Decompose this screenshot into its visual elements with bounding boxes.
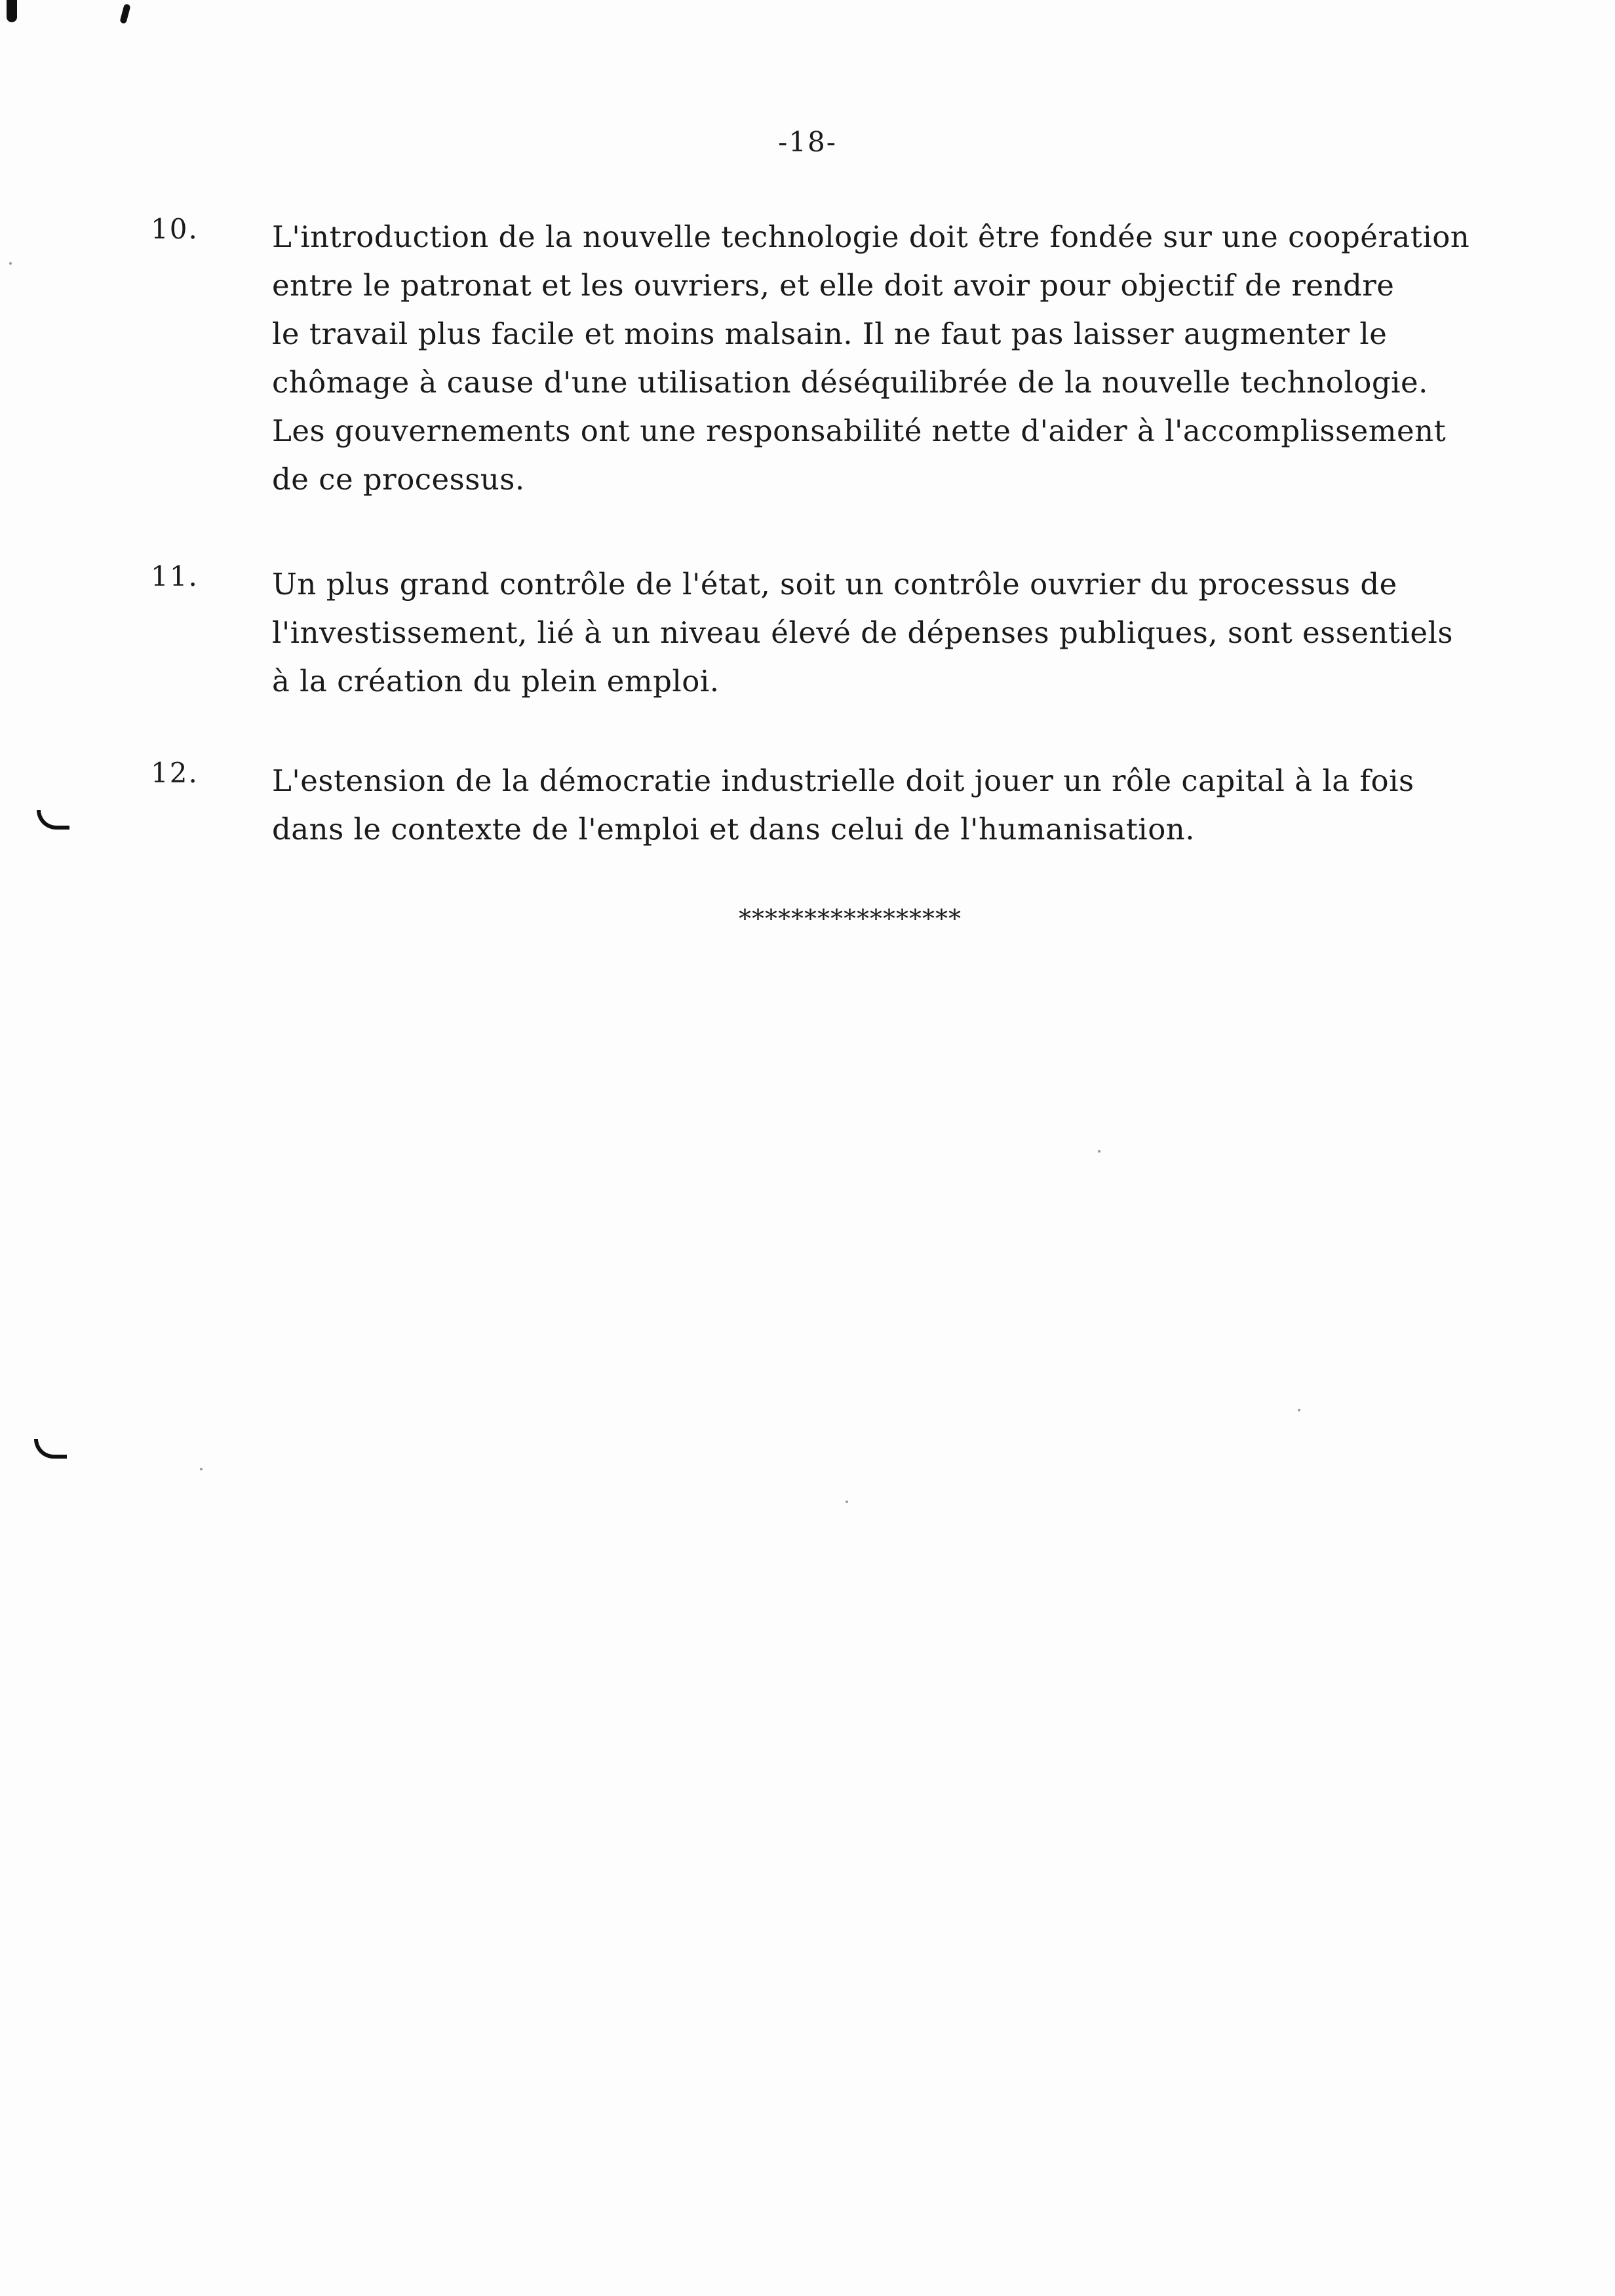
scan-speck	[200, 1468, 203, 1470]
page-number: -18-	[778, 126, 837, 158]
scan-mark	[34, 1439, 67, 1459]
item-text: L'introduction de la nouvelle technologie doit être fondée sur une coopération entre le patronat et les ouvriers, et elle doit avoir pour objectif de rendre le travail plus facile et moins malsain. Il ne faut pas laisser augmenter le chômage à cause d'une utilisation déséquilibrée de la nouvelle technologie. Les gouvernements ont une responsabilité nette d'aider à l'accomplissement de ce processus.	[272, 220, 1470, 497]
section-separator: *****************	[739, 904, 962, 933]
scan-speck	[1098, 1150, 1100, 1153]
item-number: 12.	[151, 757, 199, 789]
item-text: L'estension de la démocratie industrielle doit jouer un rôle capital à la fois dans le contexte de l'emploi et dans celui de l'humanisation.	[272, 763, 1414, 847]
item-number: 10.	[151, 213, 199, 245]
scan-mark	[7, 0, 17, 22]
item-text: Un plus grand contrôle de l'état, soit un contrôle ouvrier du processus de l'investissement, lié à un niveau élevé de dépenses publiques, sont essentiels à la création du plein emploi.	[272, 567, 1454, 698]
scan-speck	[846, 1501, 848, 1503]
scan-mark	[119, 3, 130, 24]
scan-speck	[9, 262, 12, 265]
item-number: 11.	[151, 560, 199, 592]
scan-speck	[1298, 1409, 1300, 1411]
scan-mark	[37, 810, 69, 830]
